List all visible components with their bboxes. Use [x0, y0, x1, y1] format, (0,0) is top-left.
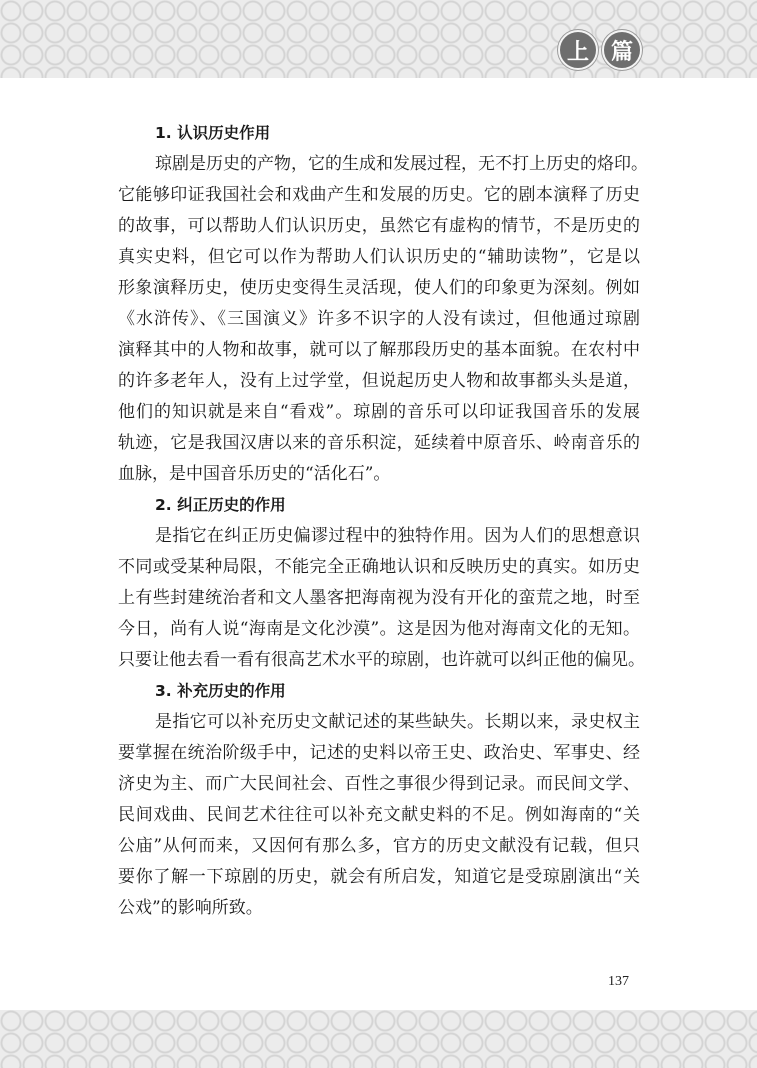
top-decorative-band	[0, 0, 757, 78]
section-badge-char: 上	[558, 30, 598, 70]
text-line: 演释其中的人物和故事，就可以了解那段历史的基本面貌。在农村中	[118, 340, 640, 360]
section-heading: 3. 补充历史的作用	[155, 682, 286, 700]
text-line: 只要让他去看一看有很高艺术水平的琼剧，也许就可以纠正他的偏见。	[118, 650, 645, 670]
text-line: 要掌握在统治阶级手中，记述的史料以帝王史、政治史、军事史、经	[118, 743, 640, 763]
text-line: 《水浒传》、《三国演义》许多不识字的人没有读过，但他通过琼剧	[118, 309, 640, 329]
text-line: 它能够印证我国社会和戏曲产生和发展的历史。它的剧本演释了历史	[118, 185, 640, 205]
section-badge-char: 篇	[602, 30, 642, 70]
text-line: 不同或受某种局限，不能完全正确地认识和反映历史的真实。如历史	[118, 557, 640, 577]
section-badge	[558, 30, 642, 70]
text-line: 今日，尚有人说“海南是文化沙漠”。这是因为他对海南文化的无知。	[118, 619, 640, 639]
text-line: 的故事，可以帮助人们认识历史，虽然它有虚构的情节，不是历史的	[118, 216, 640, 236]
page-number: 137	[608, 974, 629, 989]
bottom-decorative-band	[0, 1010, 757, 1068]
section-heading: 2. 纠正历史的作用	[155, 496, 286, 514]
text-line: 是指它可以补充历史文献记述的某些缺失。长期以来，录史权主	[155, 712, 640, 732]
text-line: 真实史料，但它可以作为帮助人们认识历史的“辅助读物”，它是以	[118, 247, 640, 267]
section-heading: 1. 认识历史作用	[155, 124, 271, 142]
text-line: 他们的知识就是来自“看戏”。琼剧的音乐可以印证我国音乐的发展	[118, 402, 640, 422]
text-line: 血脉，是中国音乐历史的“活化石”。	[118, 464, 391, 484]
text-line: 是指它在纠正历史偏谬过程中的独特作用。因为人们的思想意识	[155, 526, 640, 546]
text-line: 公戏”的影响所致。	[118, 898, 263, 918]
text-line: 民间戏曲、民间艺术往往可以补充文献史料的不足。例如海南的“关	[118, 805, 640, 825]
text-line: 上有些封建统治者和文人墨客把海南视为没有开化的蛮荒之地，时至	[118, 588, 640, 608]
text-line: 轨迹，它是我国汉唐以来的音乐积淀，延续着中原音乐、岭南音乐的	[118, 433, 640, 453]
text-line: 要你了解一下琼剧的历史，就会有所启发，知道它是受琼剧演出“关	[118, 867, 640, 887]
text-line: 公庙”从何而来，又因何有那么多，官方的历史文献没有记载，但只	[118, 836, 640, 856]
text-line: 的许多老年人，没有上过学堂，但说起历史人物和故事都头头是道，	[118, 371, 640, 391]
text-line: 济史为主、而广大民间社会、百性之事很少得到记录。而民间文学、	[118, 774, 640, 794]
text-line: 形象演释历史，使历史变得生灵活现，使人们的印象更为深刻。例如	[118, 278, 640, 298]
text-line: 琼剧是历史的产物，它的生成和发展过程，无不打上历史的烙印。	[155, 154, 648, 174]
page-body	[118, 118, 648, 924]
